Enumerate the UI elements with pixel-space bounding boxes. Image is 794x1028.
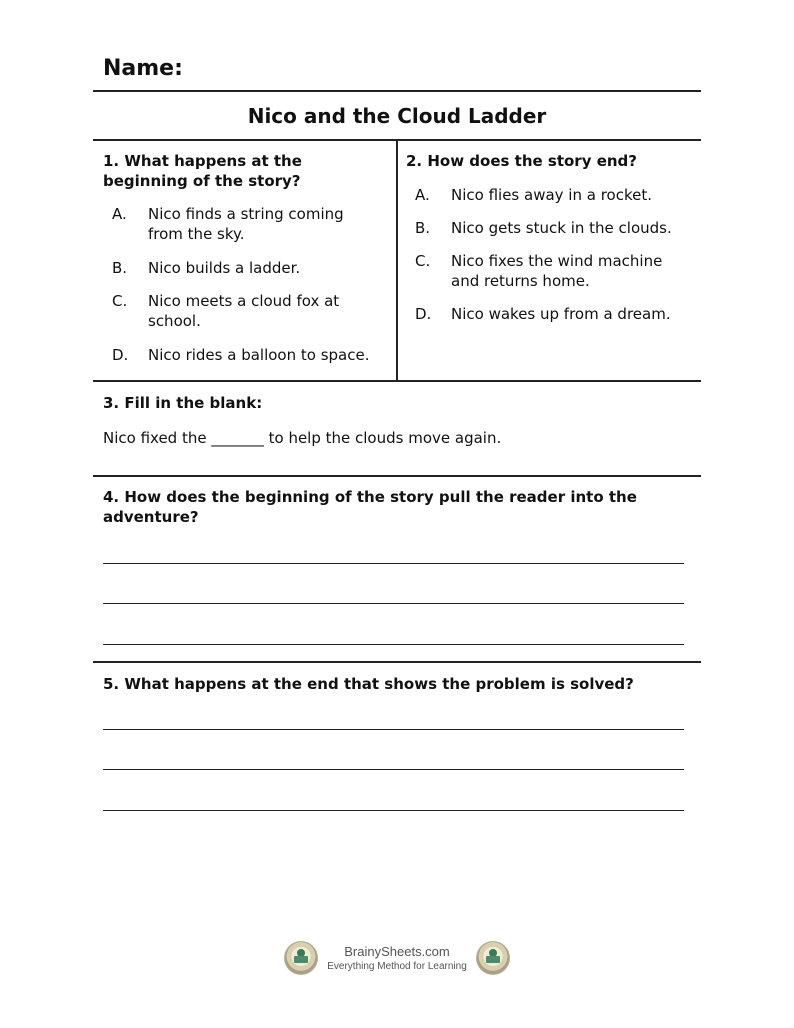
option-text: Nico meets a cloud fox at school. — [148, 292, 340, 330]
option-letter: C. — [112, 292, 128, 310]
name-label: Name: — [103, 56, 183, 81]
q5-question: 5. What happens at the end that shows the problem is solved? — [103, 675, 634, 693]
option-text: Nico wakes up from a dream. — [451, 305, 671, 323]
divider-q5 — [93, 661, 701, 663]
option-letter: C. — [415, 252, 431, 270]
option-text: Nico fixes the wind machine and returns home. — [451, 252, 663, 290]
option-text: Nico flies away in a rocket. — [451, 186, 652, 204]
option-text: Nico rides a balloon to space. — [148, 346, 370, 364]
q4-question: 4. How does the beginning of the story pull the reader into the adventure? — [103, 488, 637, 526]
name-underline — [93, 90, 701, 92]
divider-q3 — [93, 380, 701, 382]
q3-sentence: Nico fixed the _______ to help the clouds move again. — [103, 429, 502, 447]
q4-answer-line-2[interactable] — [103, 603, 684, 604]
option-letter: A. — [112, 205, 127, 223]
footer-site: BrainySheets.com — [344, 944, 450, 959]
q4-answer-line-1[interactable] — [103, 563, 684, 564]
q5-answer-line-2[interactable] — [103, 769, 684, 770]
option-letter: D. — [415, 305, 432, 323]
option-letter: A. — [415, 186, 430, 204]
brand-logo-icon — [476, 941, 510, 975]
option-text: Nico gets stuck in the clouds. — [451, 219, 672, 237]
worksheet-title: Nico and the Cloud Ladder — [247, 104, 547, 128]
q1-question: 1. What happens at the beginning of the story? — [103, 152, 302, 190]
column-divider — [396, 141, 398, 381]
option-letter: D. — [112, 346, 129, 364]
footer-tagline: Everything Method for Learning — [327, 961, 467, 972]
q3-question: 3. Fill in the blank: — [103, 394, 263, 412]
option-text: Nico finds a string coming from the sky. — [148, 205, 344, 243]
q4-answer-line-3[interactable] — [103, 644, 684, 645]
option-text: Nico builds a ladder. — [148, 259, 301, 277]
q5-answer-line-3[interactable] — [103, 810, 684, 811]
q2-question: 2. How does the story end? — [406, 152, 637, 170]
option-letter: B. — [415, 219, 431, 237]
q5-answer-line-1[interactable] — [103, 729, 684, 730]
divider-q4 — [93, 475, 701, 477]
option-letter: B. — [112, 259, 128, 277]
